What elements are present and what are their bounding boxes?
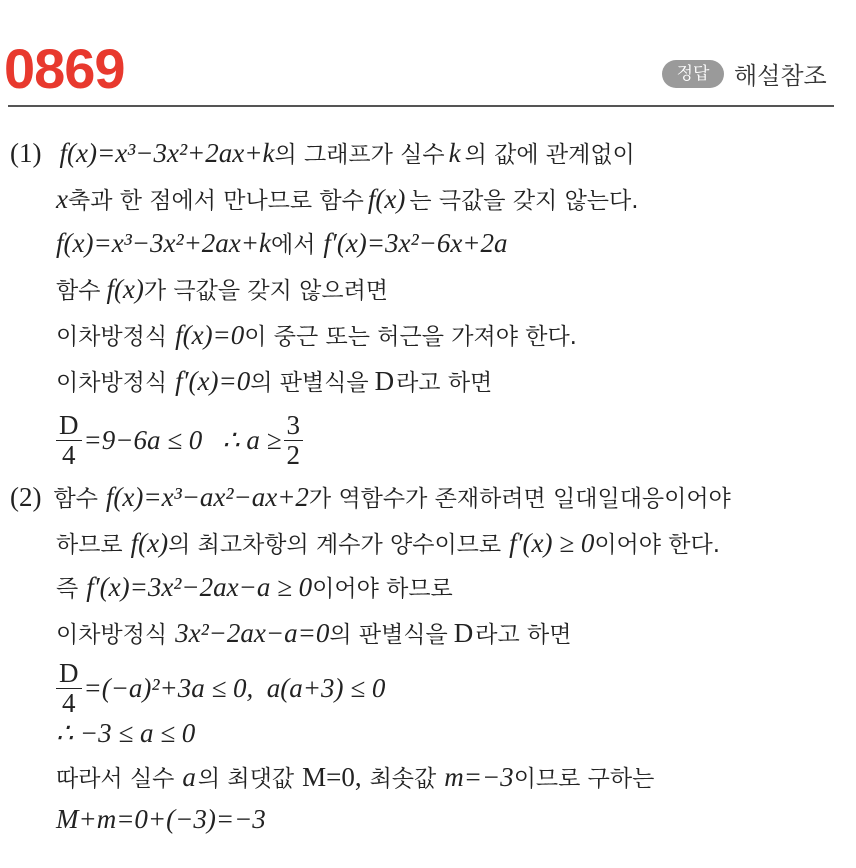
fraction — [56, 411, 82, 469]
math: f(x) — [106, 274, 144, 304]
math: f′(x)=3x²−6x+2a — [323, 228, 508, 258]
part1-line-5 — [56, 318, 577, 358]
part1-line-6 — [56, 364, 492, 404]
text: 의 그래프가 실수 — [274, 142, 445, 168]
math: D — [374, 366, 395, 396]
text: 가 역함수가 존재하려면 일대일대응이어야 — [308, 486, 731, 512]
math: f′(x)=3x²−2ax−a ≥ 0 — [86, 572, 313, 602]
fraction-denominator: 4 — [62, 439, 76, 470]
text: 최솟값 — [369, 766, 437, 792]
header-divider — [8, 105, 834, 107]
math: f(x)=0 — [175, 320, 245, 350]
math: k — [448, 138, 461, 168]
text: 즉 — [56, 576, 79, 602]
math: =9−6a ≤ 0 ∴ a ≥ — [83, 424, 282, 455]
text: 의 최고차항의 계수가 양수이므로 — [168, 532, 502, 558]
math: m=−3 — [444, 762, 514, 792]
text: 에서 — [270, 232, 316, 258]
math: M=0, — [302, 762, 362, 792]
math: a — [182, 762, 196, 792]
fraction-denominator: 2 — [286, 439, 301, 470]
part2-line-7 — [56, 760, 654, 800]
math: M+m=0+(−3)=−3 — [56, 804, 266, 834]
text: 하므로 — [56, 532, 123, 558]
fraction-denominator: 4 — [62, 687, 76, 718]
text: 라고 하면 — [396, 370, 493, 396]
part1-label: (1) — [10, 138, 42, 168]
fraction-numerator: 3 — [284, 411, 304, 440]
text: 의 최댓값 — [197, 766, 295, 792]
text: 이 중근 또는 허근을 가져야 한다. — [244, 324, 577, 350]
math: f(x) — [130, 528, 169, 558]
math: f(x)=x³−3x²+2ax+k — [59, 138, 275, 168]
text: 의 판별식을 — [329, 622, 448, 648]
text: 함수 — [53, 486, 98, 512]
text: 이차방정식 — [56, 370, 168, 396]
part1-line-7 — [54, 412, 305, 468]
text: 의 판별식을 — [250, 370, 369, 396]
part2-line-5 — [54, 660, 385, 716]
fraction-numerator: D — [56, 659, 82, 688]
text: 는 극값을 갖지 않는다. — [409, 188, 639, 214]
text: 이차방정식 — [56, 622, 168, 648]
fraction-numerator: D — [56, 411, 82, 440]
part2-line-1 — [10, 480, 731, 520]
text: 라고 하면 — [475, 622, 572, 648]
text: 가 극값을 갖지 않으려면 — [143, 278, 389, 304]
text: 이차방정식 — [56, 324, 168, 350]
text: 따라서 실수 — [56, 766, 175, 792]
fraction — [284, 411, 304, 469]
part1-line-2 — [56, 182, 639, 222]
part2-line-4 — [56, 616, 571, 656]
text: 함수 — [56, 278, 101, 304]
math: =(−a)²+3a ≤ 0, a(a+3) ≤ 0 — [83, 672, 386, 703]
part2-line-8 — [56, 804, 266, 844]
text: 이므로 구하는 — [513, 766, 655, 792]
math: D — [453, 618, 474, 648]
text: 축과 한 점에서 만나므로 함수 — [67, 188, 364, 214]
part1-line-3 — [56, 226, 508, 266]
text: 의 값에 관계없이 — [464, 142, 635, 168]
math: f′(x)=0 — [175, 366, 251, 396]
math: f(x) — [367, 184, 406, 214]
fraction — [56, 659, 82, 717]
answer-badge: 정답 — [662, 60, 724, 88]
answer-text: 해설참조 — [734, 62, 827, 90]
part2-label: (2) — [10, 482, 42, 512]
math: f(x)=x³−ax²−ax+2 — [105, 482, 309, 512]
part2-line-3 — [56, 570, 453, 610]
part2-line-6 — [56, 718, 195, 758]
problem-number: 0869 — [4, 37, 125, 100]
math: ∴ −3 ≤ a ≤ 0 — [56, 718, 196, 748]
math: 3x²−2ax−a=0 — [175, 618, 330, 648]
text: 이어야 하므로 — [312, 576, 453, 602]
math: f′(x) ≥ 0 — [509, 528, 595, 558]
math: f(x)=x³−3x²+2ax+k — [56, 228, 271, 258]
math: x — [56, 184, 68, 214]
part1-line-4 — [56, 272, 388, 312]
part2-line-2 — [56, 526, 720, 566]
text: 이어야 한다. — [594, 532, 721, 558]
part1-line-1 — [10, 136, 635, 176]
